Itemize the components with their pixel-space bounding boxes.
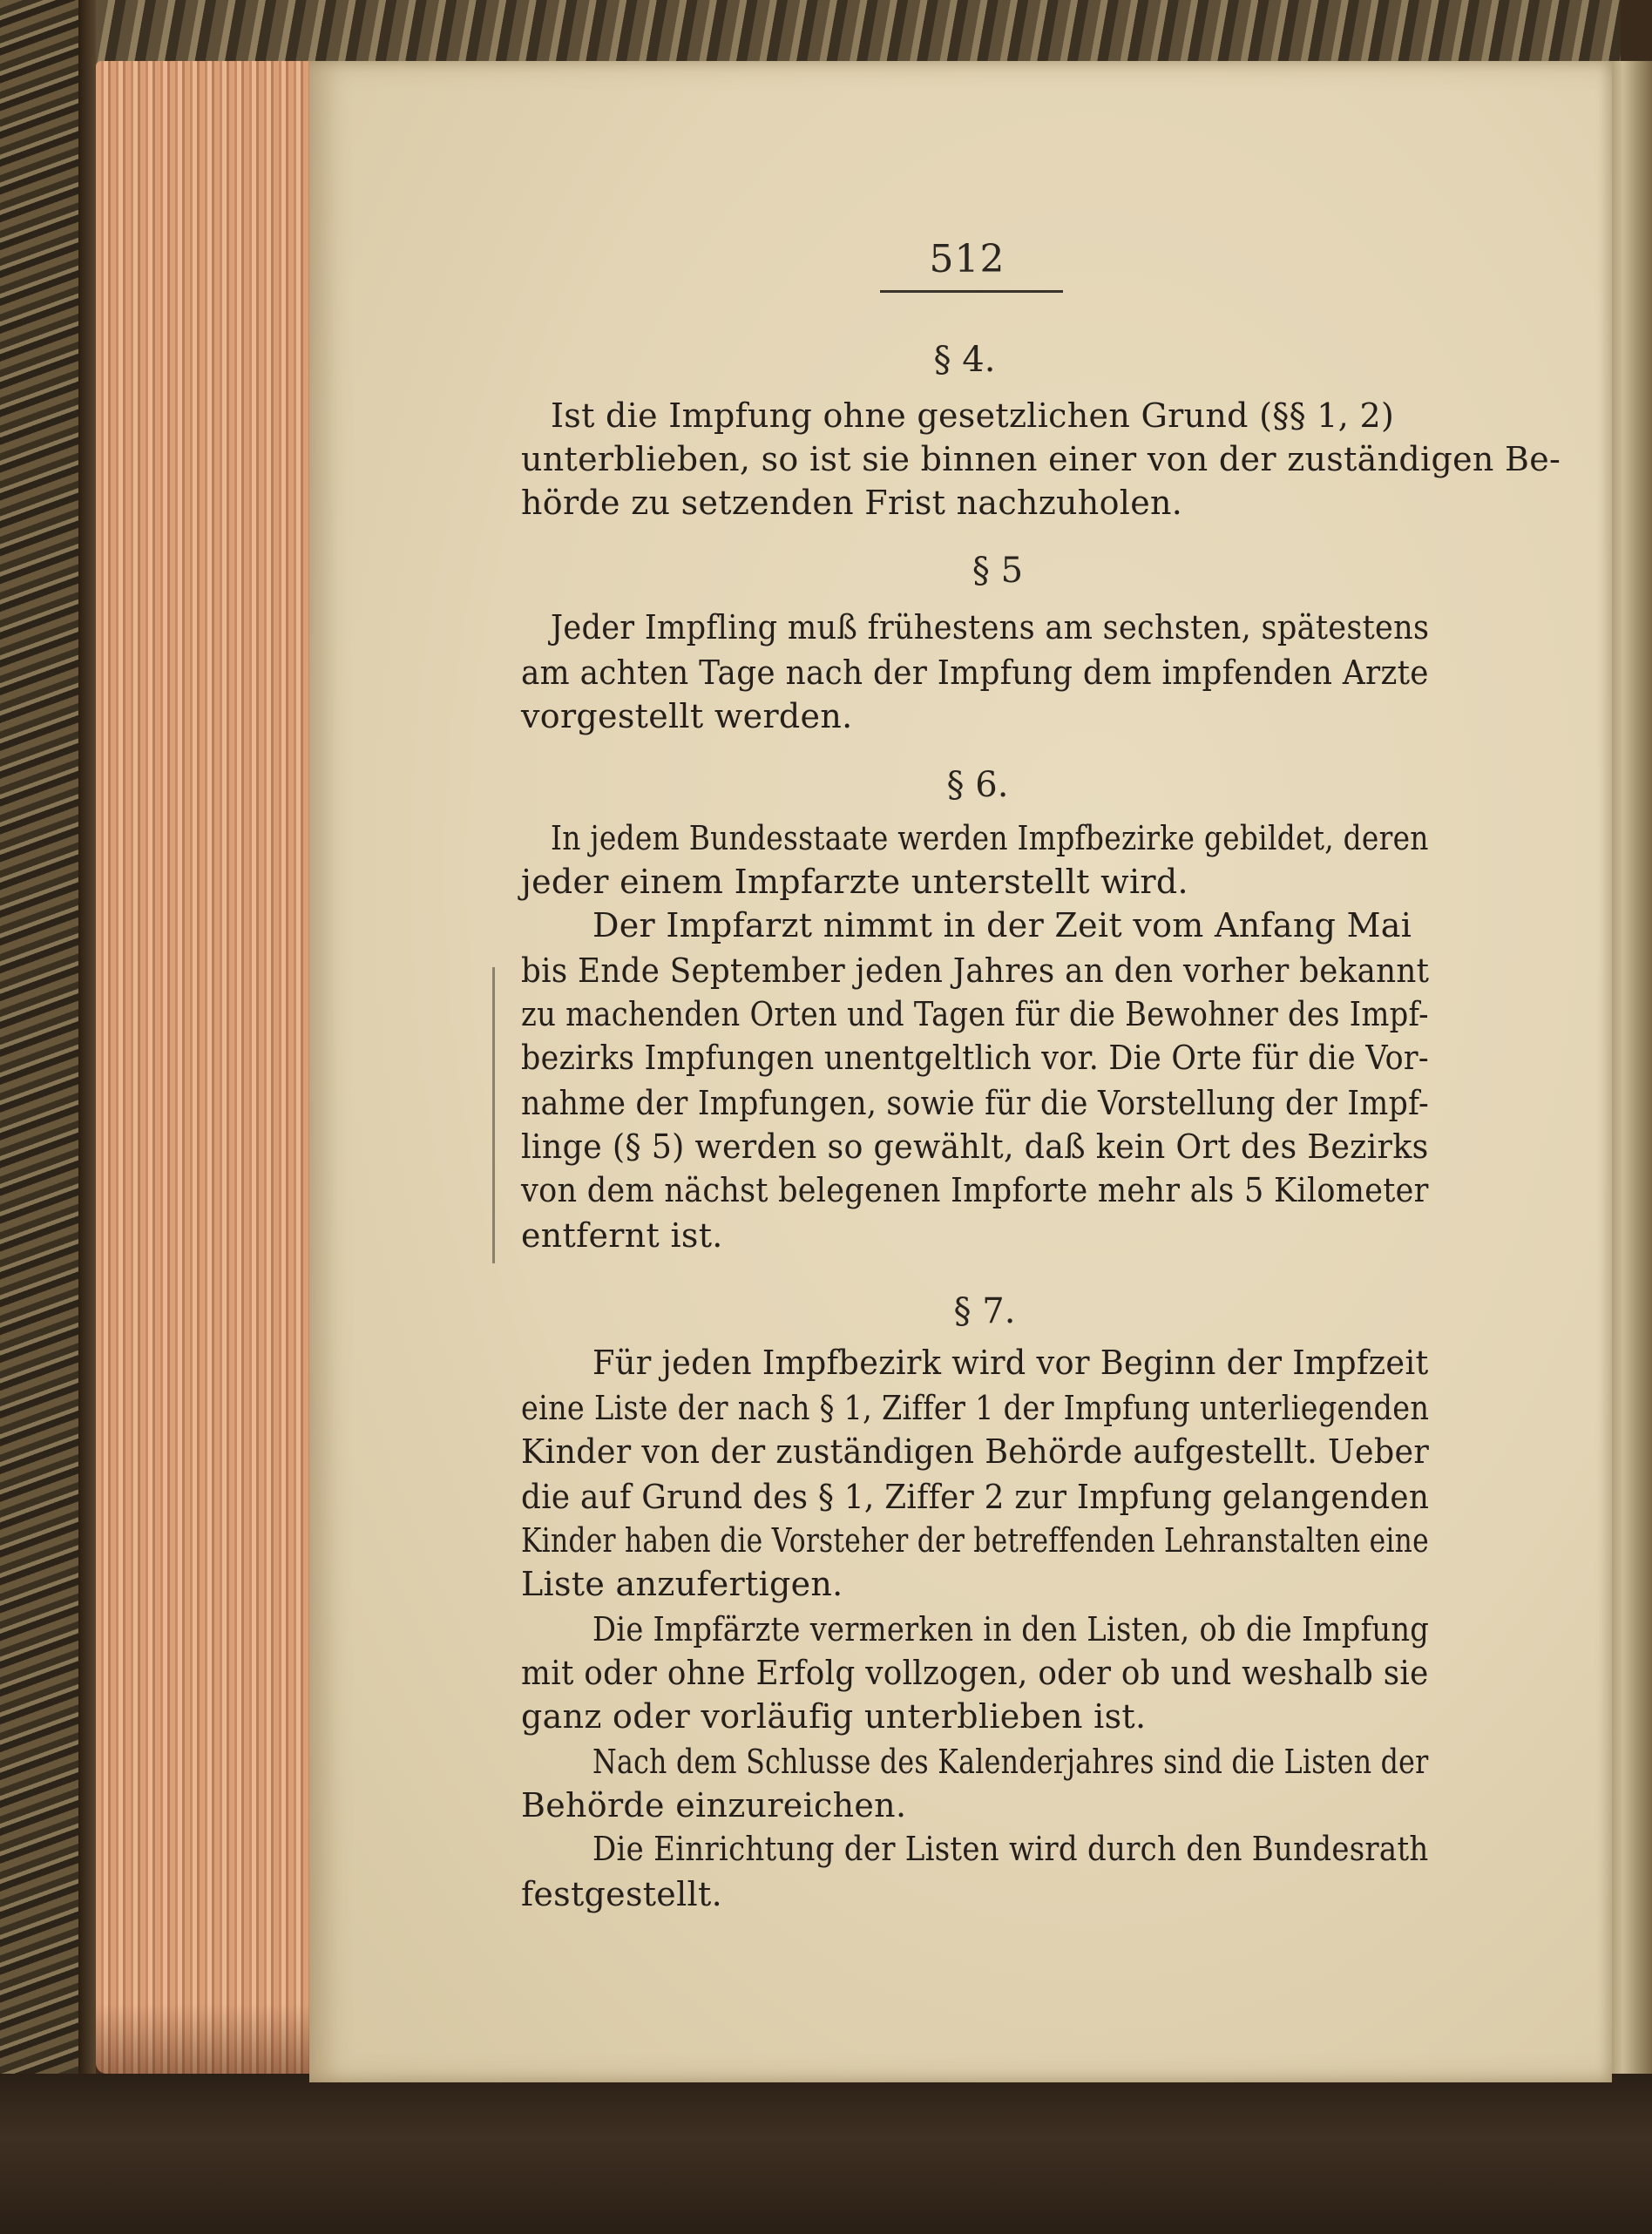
book-bottom bbox=[0, 2074, 1652, 2234]
book-binding-left bbox=[0, 0, 96, 2234]
text-line: Behörde einzureichen. bbox=[521, 1786, 907, 1824]
text-line: hörde zu setzenden Frist nachzuholen. bbox=[521, 484, 1183, 522]
text-line: zu machenden Orten und Tagen für die Bewohner des Impf- bbox=[521, 995, 1429, 1033]
text-line: am achten Tage nach der Impfung dem impfenden Arzte bbox=[521, 653, 1429, 692]
text-line: von dem nächst belegenen Impforte mehr als 5 Kilometer bbox=[521, 1171, 1429, 1209]
header-rule bbox=[880, 290, 1063, 293]
text-line: unterblieben, so ist sie binnen einer von der zuständigen Be- bbox=[521, 440, 1561, 478]
text-line: festgestellt. bbox=[521, 1875, 722, 1913]
text-line: vorgestellt werden. bbox=[521, 697, 853, 735]
text-line: Der Impfarzt nimmt in der Zeit vom Anfang Mai bbox=[592, 906, 1412, 944]
text-line: Die Einrichtung der Listen wird durch den Bundesrath bbox=[592, 1830, 1429, 1868]
text-line: Jeder Impfling muß frühestens am sechsten, spätestens bbox=[551, 608, 1430, 647]
text-line: Kinder haben die Vorsteher der betreffenden Lehranstalten eine bbox=[521, 1521, 1429, 1560]
text-line: Ist die Impfung ohne gesetzlichen Grund (§§ 1, 2) bbox=[551, 396, 1395, 435]
text-line: Liste anzufertigen. bbox=[521, 1565, 843, 1603]
section-4-heading: § 4. bbox=[933, 340, 996, 380]
text-line: linge (§ 5) werden so gewählt, daß kein Ort des Bezirks bbox=[521, 1127, 1429, 1166]
text-line: bezirks Impfungen unentgeltlich vor. Die Orte für die Vor- bbox=[521, 1039, 1429, 1077]
text-line: Nach dem Schlusse des Kalenderjahres sind die Listen der bbox=[592, 1743, 1429, 1781]
text-line: Für jeden Impfbezirk wird vor Beginn der Impfzeit bbox=[592, 1344, 1429, 1382]
text-line: Kinder von der zuständigen Behörde aufgestellt. Ueber bbox=[521, 1432, 1430, 1471]
text-line: Die Impfärzte vermerken in den Listen, ob die Impfung bbox=[592, 1610, 1430, 1648]
text-line: ganz oder vorläufig unterblieben ist. bbox=[521, 1697, 1147, 1736]
text-line: bis Ende September jeden Jahres an den vorher bekannt bbox=[521, 951, 1430, 990]
section-5-heading: § 5 bbox=[972, 551, 1024, 591]
text-line: mit oder ohne Erfolg vollzogen, oder ob und weshalb sie bbox=[521, 1654, 1429, 1692]
text-line: nahme der Impfungen, sowie für die Vorstellung der Impf- bbox=[521, 1084, 1429, 1122]
text-line: die auf Grund des § 1, Ziffer 2 zur Impfung gelangenden bbox=[521, 1478, 1430, 1516]
margin-pencil-mark bbox=[492, 967, 495, 1263]
page-edges bbox=[96, 61, 314, 2074]
text-line: eine Liste der nach § 1, Ziffer 1 der Impfung unterliegenden bbox=[521, 1389, 1430, 1427]
text-line: In jedem Bundesstaate werden Impfbezirke gebildet, deren bbox=[551, 819, 1429, 857]
text-line: entfernt ist. bbox=[521, 1216, 723, 1255]
section-7-heading: § 7. bbox=[953, 1291, 1016, 1331]
page-number: 512 bbox=[929, 237, 1005, 281]
text-line: jeder einem Impfarzte unterstellt wird. bbox=[521, 863, 1188, 901]
section-6-heading: § 6. bbox=[946, 765, 1009, 805]
